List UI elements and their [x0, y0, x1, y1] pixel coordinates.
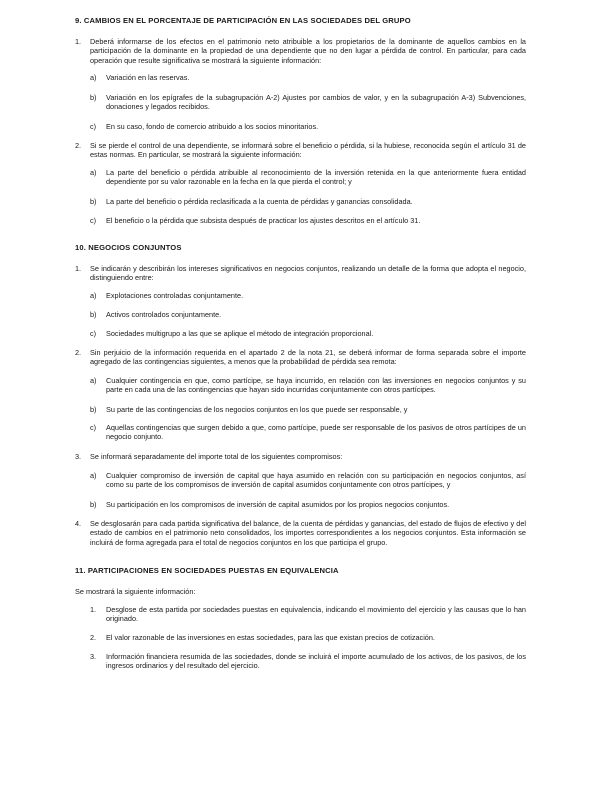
s10-item-2b-text: Su parte de las contingencias de los negocios conjuntos en los que puede ser responsable, y	[106, 405, 408, 414]
s11-item-3-number: 3.	[90, 652, 97, 661]
s11-item-3-text: Información financiera resumida de las sociedades, donde se incluirá el importe acumulado de los activos, de los pasivos, de los ingresos ordinarios y del resultado del ejercicio.	[106, 652, 526, 671]
s10-item-3a-letter: a)	[90, 471, 97, 480]
s10-item-1c-text: Sociedades multigrupo a las que se aplique el método de integración proporcional.	[106, 329, 374, 338]
s10-item-3-number: 3.	[75, 452, 82, 461]
s10-item-2c-text: Aquellas contingencias que surgen debido a que, como partícipe, puede ser responsable de los pasivos de otros partícipes de un negocio conjunto.	[106, 423, 526, 442]
s9-item-2-text: Si se pierde el control de una dependiente, se informará sobre el beneficio o pérdida, si la hubiese, reconocida según el artículo 31 de estas normas. En particular, se mostrará la siguiente información:	[90, 141, 526, 160]
s10-item-1-text: Se indicarán y describirán los intereses significativos en negocios conjuntos, realizando un detalle de la forma que adopta el negocio, distinguiendo entre:	[90, 264, 526, 283]
s10-item-1a-letter: a)	[90, 291, 97, 300]
s10-item-2c-letter: c)	[90, 423, 97, 432]
s10-item-3b-letter: b)	[90, 500, 97, 509]
s9-item-2c-text: El beneficio o la pérdida que subsista después de practicar los ajustes descritos en el artículo 31.	[106, 216, 421, 225]
s9-item-1c-text: En su caso, fondo de comercio atribuido a los socios minoritarios.	[106, 122, 319, 131]
s10-item-2-text: Sin perjuicio de la información requerida en el apartado 2 de la nota 21, se deberá informar de forma separada sobre el importe agregado de las contingencias siguientes, a menos que la probabilidad de pérdida sea remota:	[90, 348, 526, 367]
s10-item-1b-letter: b)	[90, 310, 97, 319]
s11-item-1-text: Desglose de esta partida por sociedades puestas en equivalencia, indicando el movimiento del ejercicio y las causas que lo han originado.	[106, 605, 526, 624]
s10-item-1c-letter: c)	[90, 329, 97, 338]
s10-item-1a-text: Explotaciones controladas conjuntamente.	[106, 291, 244, 300]
s9-item-1a-text: Variación en las reservas.	[106, 73, 190, 82]
s9-item-2-number: 2.	[75, 141, 82, 150]
s10-item-2a-letter: a)	[90, 376, 97, 385]
s9-item-2c-letter: c)	[90, 216, 97, 225]
section-9-heading: 9. CAMBIOS EN EL PORCENTAJE DE PARTICIPACIÓN EN LAS SOCIEDADES DEL GRUPO	[75, 16, 411, 25]
s9-item-1c-letter: c)	[90, 122, 97, 131]
s9-item-1b-letter: b)	[90, 93, 97, 102]
s10-item-2-number: 2.	[75, 348, 82, 357]
s9-item-2b-text: La parte del beneficio o pérdida reclasificada a la cuenta de pérdidas y ganancias consolidada.	[106, 197, 413, 206]
s10-item-2b-letter: b)	[90, 405, 97, 414]
section-10-heading: 10. NEGOCIOS CONJUNTOS	[75, 243, 182, 252]
s10-item-1b-text: Activos controlados conjuntamente.	[106, 310, 222, 319]
s11-intro: Se mostrará la siguiente información:	[75, 587, 196, 596]
s10-item-3a-text: Cualquier compromiso de inversión de capital que haya asumido en relación con su participación en negocios conjuntos, así como su parte de los compromisos de inversión de capital asumidos conjuntamente con otros partícipes, y	[106, 471, 526, 490]
s9-item-1-number: 1.	[75, 37, 82, 46]
s9-item-1a-letter: a)	[90, 73, 97, 82]
s9-item-2a-text: La parte del beneficio o pérdida atribuible al reconocimiento de la inversión retenida en la que anteriormente fuera entidad dependiente por su valor razonable en la fecha en la que pierda el control; y	[106, 168, 526, 187]
section-11-heading: 11. PARTICIPACIONES EN SOCIEDADES PUESTAS EN EQUIVALENCIA	[75, 566, 339, 575]
s9-item-2b-letter: b)	[90, 197, 97, 206]
s10-item-2a-text: Cualquier contingencia en que, como partícipe, se haya incurrido, en relación con las inversiones en negocios conjuntos y su parte en cada una de las contingencias que hayan sido incurridas conjuntamente con otros partícipes.	[106, 376, 526, 395]
s11-item-1-number: 1.	[90, 605, 97, 614]
s11-item-2-number: 2.	[90, 633, 97, 642]
s11-item-2-text: El valor razonable de las inversiones en estas sociedades, para las que existan precios de cotización.	[106, 633, 435, 642]
s10-item-1-number: 1.	[75, 264, 82, 273]
s10-item-4-number: 4.	[75, 519, 82, 528]
s10-item-4-text: Se desglosarán para cada partida significativa del balance, de la cuenta de pérdidas y ganancias, del estado de flujos de efectivo y del estado de cambios en el patrimonio neto consolidados, los importes correspondientes a los negocios conjuntos. Esta información se incluirá de forma agregada para el total de negocios conjuntos en los que participa el grupo.	[90, 519, 526, 547]
s9-item-2a-letter: a)	[90, 168, 97, 177]
s10-item-3b-text: Su participación en los compromisos de inversión de capital asumidos por los propios negocios conjuntos.	[106, 500, 450, 509]
s9-item-1-text: Deberá informarse de los efectos en el patrimonio neto atribuible a los propietarios de la dominante de aquellos cambios en la participación de la dominante en la propiedad de una dependiente que no den lugar a pérdida de control. En particular, para cada operación que resulte significativa se mostrará la siguiente información:	[90, 37, 526, 65]
s9-item-1b-text: Variación en los epígrafes de la subagrupación A-2) Ajustes por cambios de valor, y en la subagrupación A-3) Subvenciones, donaciones y legados recibidos.	[106, 93, 526, 112]
s10-item-3-text: Se informará separadamente del importe total de los siguientes compromisos:	[90, 452, 343, 461]
